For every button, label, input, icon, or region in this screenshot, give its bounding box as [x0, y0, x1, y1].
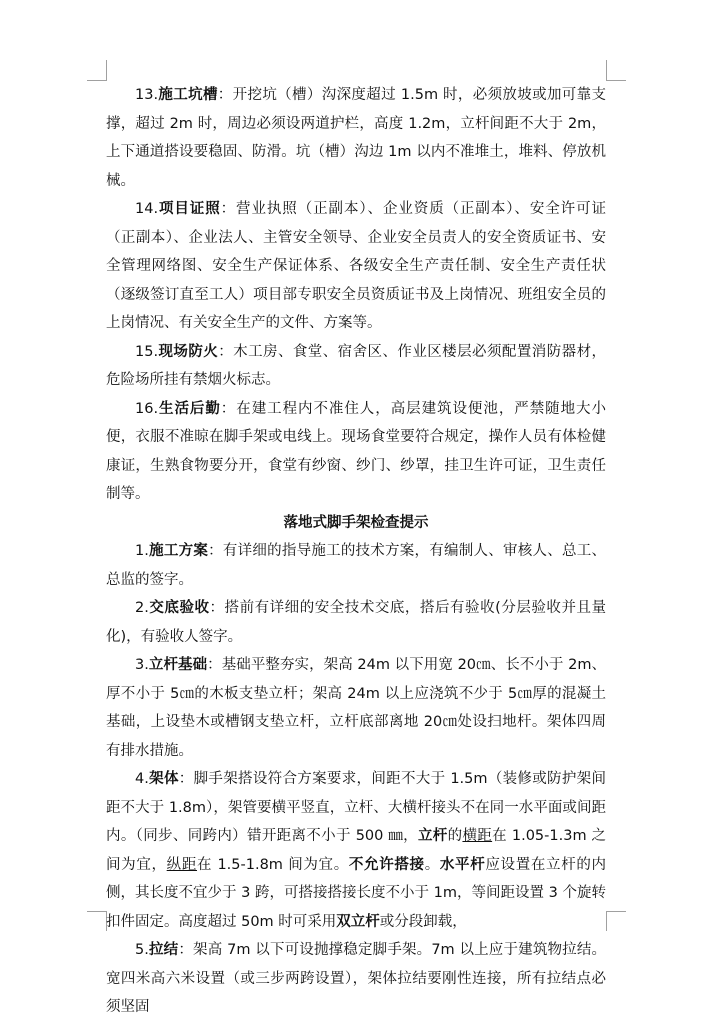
- paragraph-number: 14.: [135, 201, 159, 217]
- paragraph-2: [106, 594, 606, 651]
- paragraph-number: 2.: [135, 600, 149, 616]
- paragraph-text: 在 1.5-1.8m 间为宜。: [197, 856, 349, 873]
- emphasis-term: 立杆: [417, 828, 448, 844]
- paragraph-heading: 交底验收: [148, 600, 210, 616]
- crop-mark-bottom-left: [87, 911, 107, 931]
- crop-mark-top-right: [606, 60, 626, 81]
- paragraph-text: ：木工房、食堂、宿舍区、作业区楼层必须配置消防器材，危险场所挂有禁烟火标志。: [106, 343, 606, 388]
- paragraph-text: 的: [447, 828, 463, 844]
- paragraph-text: 。: [424, 856, 440, 873]
- section-title: 落地式脚手架检查提示: [283, 514, 429, 531]
- paragraph-heading: 架体: [148, 771, 179, 787]
- emphasis-term: 双立杆: [336, 913, 380, 930]
- paragraph-text: ：在建工程内不准住人，高层建筑设便池，严禁随地大小便，衣服不准晾在脚手架或电线上。现场食堂要符合规定，操作人员有体检健康证，生熟食物要分开，食堂有纱窗、纱门、纱罩，挂卫生许可证，卫生责任制等。: [106, 400, 607, 502]
- paragraph-1: [106, 537, 606, 594]
- paragraph-3: [106, 651, 606, 765]
- paragraph-number: 4.: [135, 771, 149, 787]
- paragraph-number: 16.: [135, 400, 159, 417]
- paragraph-text: ：开挖坑（槽）沟深度超过 1.5m 时，必须放坡或加可靠支撑，超过 2m 时，周边必须设两道护栏，高度 1.2m，立杆间距不大于 2m，上下通道搭设要稳固、防滑。坑（槽）沟边 1m 以内不准堆土，堆料、停放机械。: [106, 87, 606, 189]
- paragraph-heading: 拉结: [148, 942, 179, 958]
- paragraph-13: [106, 81, 606, 195]
- paragraph-4: [106, 765, 606, 936]
- paragraph-5: [106, 936, 606, 1022]
- document-body: [106, 81, 606, 1022]
- paragraph-text: ：架高 7m 以下可设抛撑稳定脚手架。7m 以上应于建筑物拉结。宽四米高六米设置（或三步两跨设置），架体拉结要刚性连接，所有拉结点必须坚固: [106, 942, 606, 1015]
- paragraph-15: [106, 338, 606, 395]
- paragraph-number: 13.: [135, 87, 159, 103]
- paragraph-14: [106, 195, 606, 338]
- paragraph-text: 应设置在立杆的内侧，其长度不宜少于 3 跨，可搭接搭接长度不小于 1m，等间距设置 3 个旋转扣件固定。高度超过 50m 时可采用: [106, 856, 607, 930]
- paragraph-text: ：营业执照（正副本）、企业资质（正副本）、安全许可证（正副本）、企业法人、主管安全领导、企业安全员责人的安全资质证书、安全管理网络图、安全生产保证体系、各级安全生产责任制、安全生产责任状（逐级签订直至工人）项目部专职安全员资质证书及上岗情况、班组安全员的上岗情况、有关安全生产的文件、方案等。: [106, 201, 607, 331]
- paragraph-heading: 施工方案: [148, 543, 209, 559]
- underlined-term: 纵距: [166, 856, 198, 873]
- crop-mark-bottom-right: [606, 911, 626, 931]
- crop-mark-top-left: [87, 60, 107, 81]
- paragraph-heading: 现场防火: [158, 343, 219, 360]
- underlined-term: 横距: [462, 828, 493, 844]
- paragraph-number: 15.: [135, 343, 159, 360]
- paragraph-16: [106, 395, 606, 509]
- paragraph-heading: 立杆基础: [148, 657, 208, 673]
- paragraph-text: ：有详细的指导施工的技术方案，有编制人、审核人、总工、总监的签字。: [106, 543, 607, 588]
- paragraph-number: 3.: [135, 657, 149, 673]
- paragraph-text: 或分段卸载，: [379, 913, 467, 930]
- paragraph-heading: 施工坑槽: [158, 87, 218, 103]
- paragraph-text: ：搭前有详细的安全技术交底，搭后有验收(分层验收并且量化)，有验收人签字。: [106, 600, 607, 645]
- paragraph-text: ：脚手架搭设符合方案要求，间距不大于 1.5m（装修或防护架间距不大于 1.8m），架管要横平竖直，立杆、大横杆接头不在同一水平面或间距内。（同步、同跨内）错开距离不小于 500 ㎜，: [106, 771, 606, 844]
- paragraph-number: 1.: [135, 543, 149, 559]
- paragraph-text: ：基础平整夯实，架高 24m 以下用宽 20㎝、长不小于 2m、厚不小于 5㎝的木板支垫立杆；架高 24m 以上应浇筑不少于 5㎝厚的混凝土基础，上设垫木或槽钢支垫立杆，立杆底部离地 20㎝处设扫地杆。架体四周有排水措施。: [106, 657, 607, 759]
- emphasis-term: 不允许搭接: [348, 856, 425, 873]
- emphasis-term: 水平杆: [439, 856, 486, 873]
- paragraph-number: 5.: [135, 942, 149, 958]
- paragraph-heading: 生活后勤: [158, 400, 221, 417]
- paragraph-text: 在 1.05-1.3m 之间为宜，: [106, 828, 607, 873]
- paragraph-heading: 项目证照: [158, 201, 221, 217]
